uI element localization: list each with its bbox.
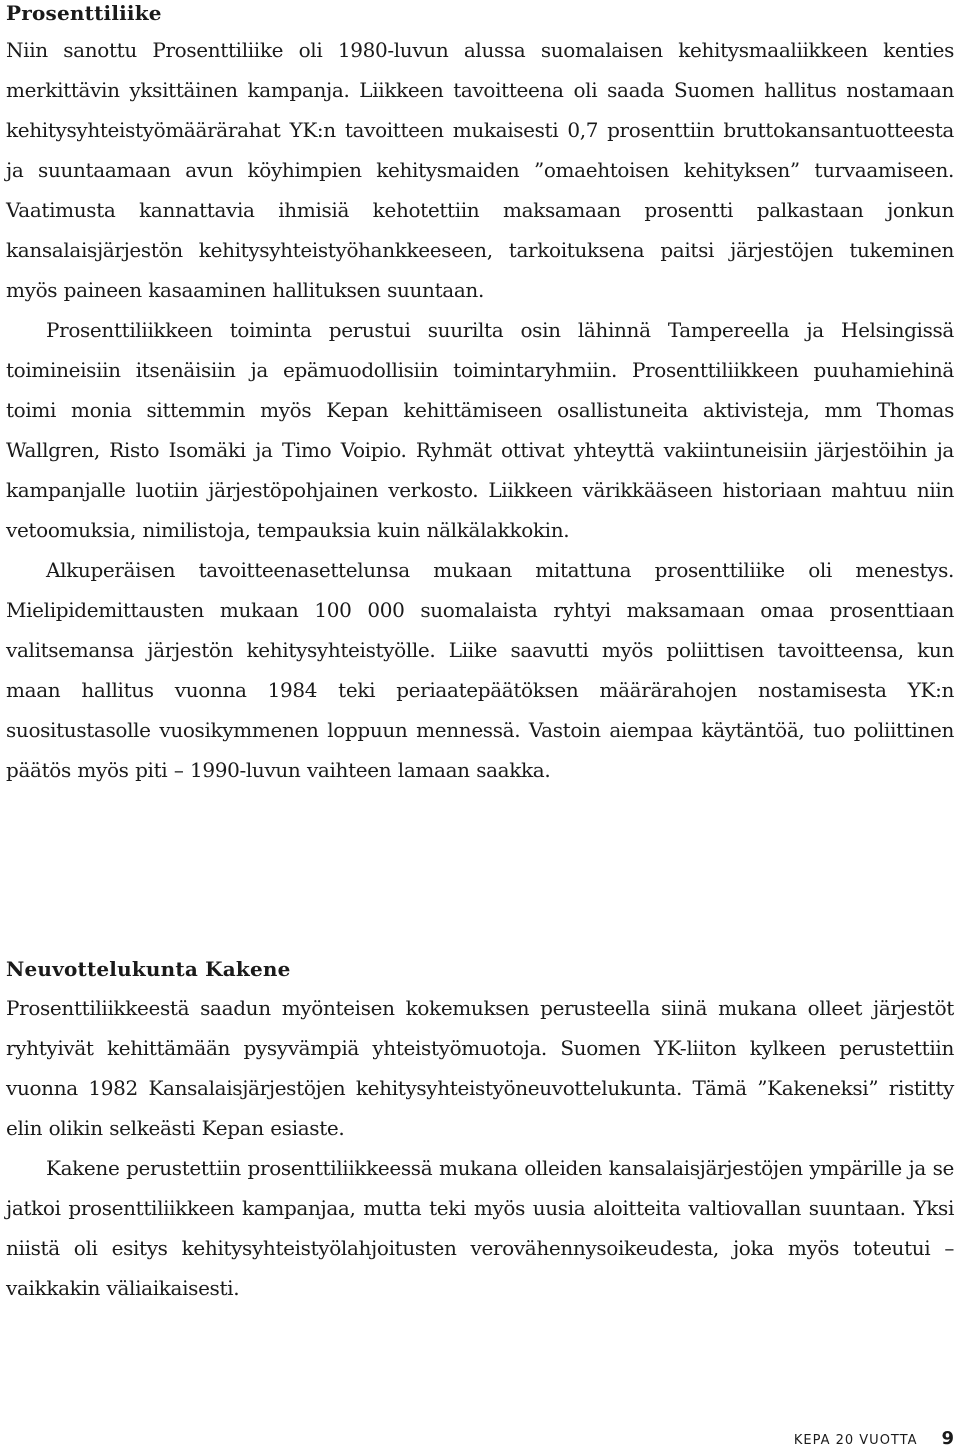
section-body-prosenttiliike [6,30,954,790]
paragraph: Prosenttiliikkeen toiminta perustui suurilta osin lähinnä Tampereella ja Helsingissä toimineisiin itsenäisiin ja epämuodollisiin toimintaryhmiin. Prosenttiliikkeen puuhamiehinä toimi monia sittemmin myös Kepan kehittämiseen osallistuneita aktivisteja, mm Thomas Wallgren, Risto Isomäki ja Timo Voipio. Ryhmät ottivat yhteyttä vakiintuneisiin järjestöihin ja kampanjalle luotiin järjestöpohjainen verkosto. Liikkeen värikkääseen historiaan mahtuu niin vetoomuksia, nimilistoja, tempauksia kuin nälkälakkokin. [6,318,954,542]
section-heading-kakene: Neuvottelukunta Kakene [6,957,291,981]
paragraph: Kakene perustettiin prosenttiliikkeessä mukana olleiden kansalaisjärjestöjen ympärille ja se jatkoi prosenttiliikkeen kampanjaa, mutta teki myös uusia aloitteita valtiovallan suuntaan. Yksi niistä oli esitys kehitysyhteistyölahjoitusten verovähennysoikeudesta, joka myös toteutui – vaikkakin väliaikaisesti. [6,1156,954,1300]
page-footer [794,1428,954,1449]
footer-publication-label: KEPA 20 VUOTTA [793,1433,918,1448]
section-body-kakene [6,988,954,1308]
page-number: 9 [941,1428,954,1449]
paragraph: Niin sanottu Prosenttiliike oli 1980-luvun alussa suomalaisen kehitysmaaliikkeen kenties merkittävin yksittäinen kampanja. Liikkeen tavoitteena oli saada Suomen hallitus nostamaan kehitysyhteistyömäärärahat YK:n tavoitteen mukaisesti 0,7 prosenttiin bruttokansantuotteesta ja suuntaamaan avun köyhimpien kehitysmaiden ”omaehtoisen kehityksen” turvaamiseen. Vaatimusta kannattavia ihmisiä kehotettiin maksamaan prosentti palkastaan jonkun kansalaisjärjestön kehitysyhteistyöhankkeeseen, tarkoituksena paitsi järjestöjen tukeminen myös paineen kasaaminen hallituksen suuntaan. [6,38,954,302]
paragraph: Prosenttiliikkeestä saadun myönteisen kokemuksen perusteella siinä mukana olleet järjestöt ryhtyivät kehittämään pysyvämpiä yhteistyömuotoja. Suomen YK-liiton kylkeen perustettiin vuonna 1982 Kansalaisjärjestöjen kehitysyhteistyöneuvottelukunta. Tämä ”Kakeneksi” ristitty elin olikin selkeästi Kepan esiaste. [6,996,954,1140]
paragraph: Alkuperäisen tavoitteenasettelunsa mukaan mitattuna prosenttiliike oli menestys. Mielipidemittausten mukaan 100 000 suomalaista ryhtyi maksamaan omaa prosenttiaan valitsemansa järjestön kehitysyhteistyölle. Liike saavutti myös poliittisen tavoitteensa, kun maan hallitus vuonna 1984 teki periaatepäätöksen määrärahojen nostamisesta YK:n suositustasolle vuosikymmenen loppuun mennessä. Vastoin aiempaa käytäntöä, tuo poliittinen päätös myös piti – 1990-luvun vaihteen lamaan saakka. [6,558,954,782]
section-heading-prosenttiliike: Prosenttiliike [6,1,162,25]
